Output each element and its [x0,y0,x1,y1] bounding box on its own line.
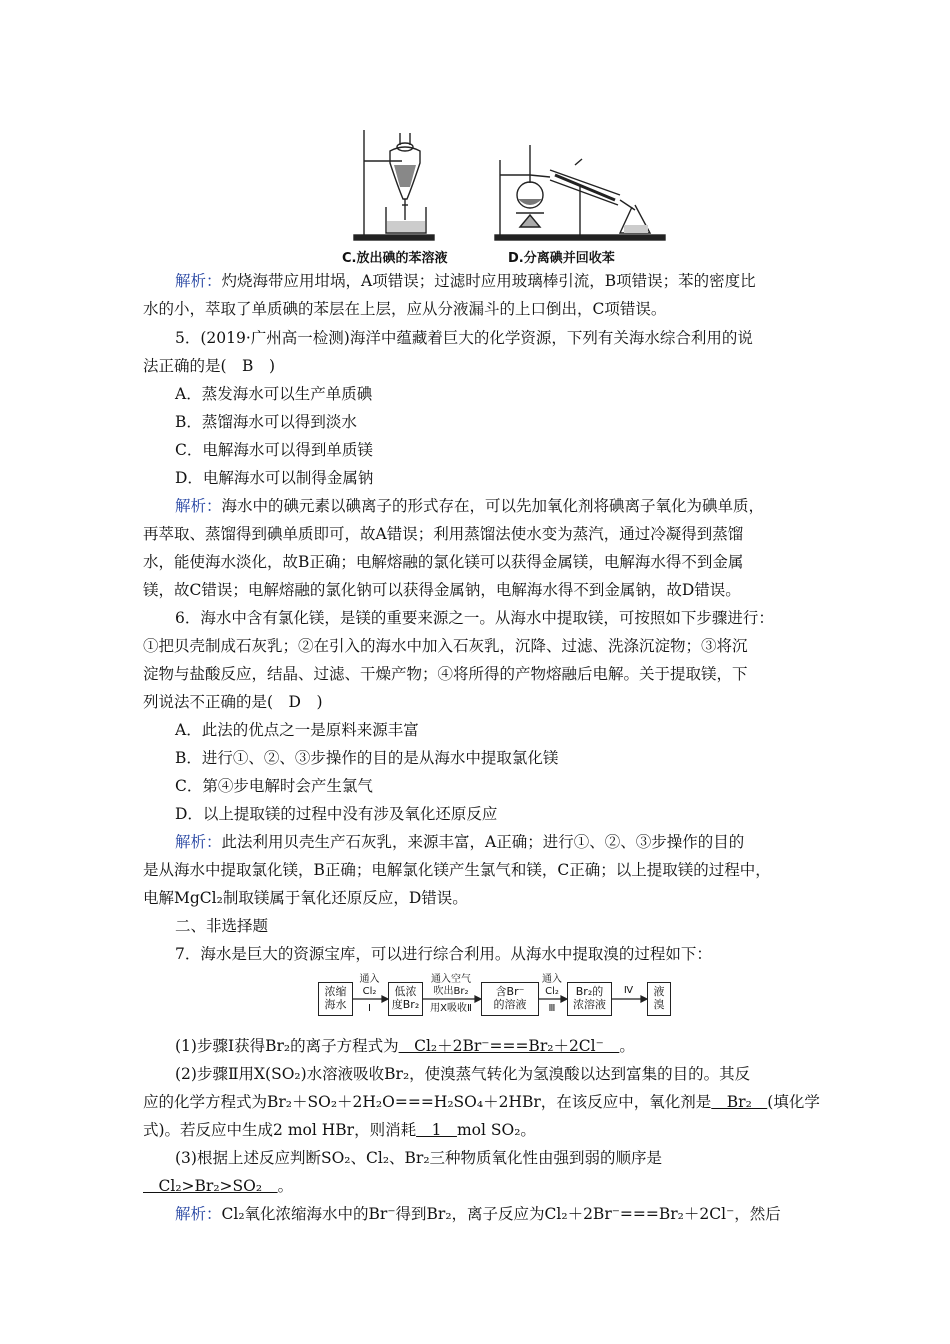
question-6-line: 6．海水中含有氯化镁，是镁的重要来源之一。从海水中提取镁，可按照如下步骤进行： [175,609,774,627]
flow-box-low-br2: 低浓 度Br₂ [388,982,423,1016]
flow-label-step-2-sub: 用X吸收Ⅱ [430,1003,472,1014]
option-d: D．电解海水可以制得金属钠 [175,469,374,487]
part-1-line: (1)步骤Ⅰ获得Br₂的离子方程式为 Cl₂＋2Br⁻===Br₂＋2Cl⁻ 。 [175,1037,635,1055]
flow-box-concentrated-seawater: 浓缩 海水 [318,982,353,1016]
answer-2b: 1 [416,1121,457,1139]
answer-3: Cl₂>Br₂>SO₂ [143,1177,278,1195]
option-a: A．此法的优点之一是原料来源丰富 [175,721,419,739]
flow-label-step-3-num: Ⅲ [548,1003,556,1014]
flow-box-liquid-bromine: 液 溴 [647,982,671,1016]
separatory-funnel-apparatus [354,130,434,240]
bromine-flow-diagram [318,974,698,1024]
analysis-line [175,832,744,852]
analysis-text: 灼烧海带应用坩埚，A项错误；过滤时应用玻璃棒引流，B项错误；苯的密度比 [221,272,756,290]
flow-label-step-1: 通入 Cl₂ [359,974,380,997]
analysis-label: 解析： [175,272,222,290]
section-heading: 二、非选择题 [175,917,269,935]
option-a: A．蒸发海水可以生产单质碘 [175,385,373,403]
part-3-line: Cl₂>Br₂>SO₂ 。 [143,1177,294,1195]
question-5-line: 5．(2019·广州高一检测)海洋中蕴藏着巨大的化学资源，下列有关海水综合利用的说 [175,329,753,347]
analysis-line: 电解MgCl₂制取镁属于氧化还原反应，D错误。 [143,889,468,907]
analysis-text: 海水中的碘元素以碘离子的形式存在，可以先加氧化剂将碘离子氧化为碘单质， [221,497,765,515]
figure-caption-c: C.放出碘的苯溶液 [342,251,448,266]
analysis-line: 是从海水中提取氯化镁，B正确；电解氯化镁产生氯气和镁，C正确；以上提取镁的过程中， [143,861,771,879]
option-c: C．电解海水可以得到单质镁 [175,441,373,459]
analysis-label: 解析： [175,497,222,515]
answer-2a: Br₂ [711,1093,768,1111]
answer-1: Cl₂＋2Br⁻===Br₂＋2Cl⁻ [398,1037,620,1055]
analysis-label: 解析： [175,1205,222,1223]
option-b: B．蒸馏海水可以得到淡水 [175,413,357,431]
part-2-line: (2)步骤Ⅱ用X(SO₂)水溶液吸收Br₂，使溴蒸气转化为氢溴酸以达到富集的目的。其反 [175,1065,751,1083]
question-6-line: 淀物与盐酸反应，结晶、过滤、干燥产物；④将所得的产物熔融后电解。关于提取镁，下 [143,665,748,683]
figure-caption-d: D.分离碘并回收苯 [508,251,615,266]
option-b: B．进行①、②、③步操作的目的是从海水中提取氯化镁 [175,749,559,767]
question-6-line: 列说法不正确的是( D ) [143,693,323,711]
flow-label-step-1-num: Ⅰ [368,1003,371,1014]
part-3-line: (3)根据上述反应判断SO₂、Cl₂、Br₂三种物质氧化性由强到弱的顺序是 [175,1149,663,1167]
distillation-apparatus [495,145,665,240]
question-7-line: 7．海水是巨大的资源宝库，可以进行综合利用。从海水中提取溴的过程如下： [175,945,712,963]
flow-box-br-solution: 含Br⁻ 的溶液 [481,982,539,1016]
apparatus-figures [350,125,670,250]
text-line: 水的小，萃取了单质碘的苯层在上层，应从分液漏斗的上口倒出，C项错误。 [143,300,667,318]
analysis-label: 解析： [175,833,222,851]
option-d: D．以上提取镁的过程中没有涉及氧化还原反应 [175,805,498,823]
part-2-line: 应的化学方程式为Br₂＋SO₂＋2H₂O===H₂SO₄＋2HBr，在该反应中，氧化剂是 Br₂ (填化学 [143,1093,820,1111]
question-5-line: 法正确的是( B ) [143,357,275,375]
flow-label-step-4: Ⅳ [623,985,634,996]
analysis-line: 再萃取、蒸馏得到碘单质即可，故A错误；利用蒸馏法使水变为蒸汽，通过冷凝得到蒸馏 [143,525,744,543]
flow-label-step-3: 通入 Cl₂ [542,974,562,997]
analysis-line: 镁，故C错误；电解熔融的氯化钠可以获得金属钠，电解海水得不到金属钠，故D错误。 [143,581,741,599]
flow-label-step-2: 通入空气 吹出Br₂ [431,974,471,997]
question-6-line: ①把贝壳制成石灰乳；②在引入的海水中加入石灰乳，沉降、过滤、洗涤沉淀物；③将沉 [143,637,748,655]
flow-box-br2-concentrated: Br₂的 浓溶液 [567,982,612,1016]
analysis-line [175,1204,781,1224]
analysis-line: 水，能使海水淡化，故B正确；电解熔融的氯化镁可以获得金属镁，电解海水得不到金属 [143,553,744,571]
text-line [175,271,756,291]
analysis-line [175,496,764,516]
analysis-text: 此法利用贝壳生产石灰乳，来源丰富，A正确；进行①、②、③步操作的目的 [221,833,745,851]
analysis-text: Cl₂氧化浓缩海水中的Br⁻得到Br₂，离子反应为Cl₂＋2Br⁻===Br₂＋2Cl⁻，然后 [221,1205,781,1223]
part-2-line: 式)。若反应中生成2 mol HBr，则消耗 1 mol SO₂。 [143,1121,536,1139]
option-c: C．第④步电解时会产生氯气 [175,777,373,795]
